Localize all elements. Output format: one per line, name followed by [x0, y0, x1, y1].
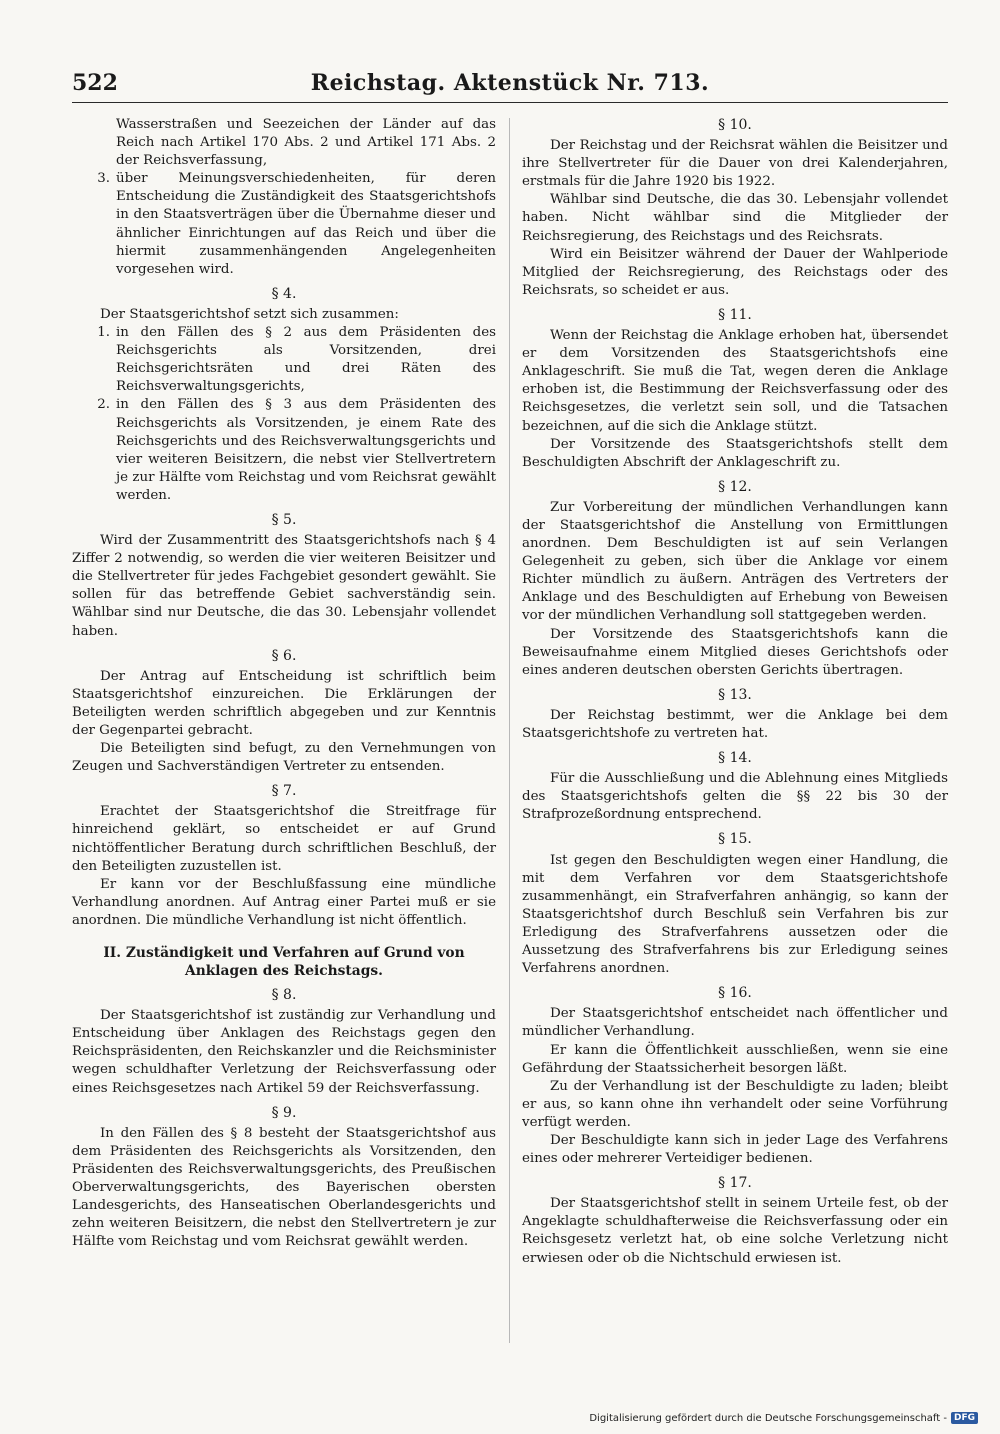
paragraph: Der Staatsgerichtshof stellt in seinem Urteile fest, ob der Angeklagte schuldhafterweise die Reichsverfassung oder ein Reichsgesetz verletzt hat, ob eine solche Verletzung nicht erwiesen oder ob die Nichtschuld erwiesen ist. [522, 1196, 948, 1266]
section-heading-10: § 10. [718, 117, 752, 133]
paragraph: Der Reichstag und der Reichsrat wählen die Beisitzer und ihre Stellvertreter für die Dauer von drei Kalenderjahren, erstmals für die Jahre 1920 bis 1922. [522, 138, 948, 190]
column-divider [509, 118, 510, 1343]
list-item [72, 170, 496, 279]
paragraph: In den Fällen des § 8 besteht der Staatsgerichtshof aus dem Präsidenten des Reichsgerichts als Vorsitzenden, den Präsidenten des Reichsverwaltungsgerichts, des Preußischen Oberverwaltungsgerichts, des Bayerischen obersten Landesgerichts, des Hanseatischen Oberlandesgerichts und zehn weiteren Beisitzern, die nebst den Stellvertretern je zur Hälfte vom Reichstag und vom Reichsrat gewählt werden. [72, 1125, 496, 1250]
list-number: 1. [97, 325, 110, 341]
section-heading-12: § 12. [718, 478, 752, 495]
paragraph: Ist gegen den Beschuldigten wegen einer Handlung, die mit dem Verfahren vor dem Staatsgerichtshofe zusammenhängt, ein Strafverfahren anhängig, so kann der Staatsgerichtshof durch Beschluß sein Verfahren bis zur Erledigung des Strafverfahrens aussetzen oder die Aussetzung des Strafverfahrens bis zur Erledigung seines Verfahrens anordnen. [522, 852, 948, 977]
section-heading-8: § 8. [271, 987, 297, 1004]
section-heading-17: § 17. [718, 1175, 752, 1192]
page-header [72, 68, 948, 103]
continuation-text: Wasserstraßen und Seezeichen der Länder auf das Reich nach Artikel 170 Abs. 2 und Artikel 171 Abs. 2 der Reichsverfassung, [116, 117, 496, 169]
paragraph: Wird der Zusammentritt des Staatsgerichtshofs nach § 4 Ziffer 2 notwendig, so werden die vier weiteren Beisitzer und die Stellvertreter für jedes Fachgebiet gesondert gewählt. Sie sollen für das betreffende Gebiet sachverständig sein. Wählbar sind nur Deutsche, die das 30. Lebensjahr vollendet haben. [72, 533, 496, 639]
paragraph: Der Staatsgerichtshof ist zuständig zur Verhandlung und Entscheidung über Anklagen des Reichstags gegen den Reichspräsidenten, den Reichskanzler und die Reichsminister wegen schuldhafter Verletzung der Reichsverfassung oder eines Reichsgesetzes nach Artikel 59 der Reichsverfassung. [72, 1008, 496, 1096]
paragraph: Wählbar sind Deutsche, die das 30. Lebensjahr vollendet haben. Nicht wählbar sind die Mitglieder der Reichsregierung, des Reichstags und des Reichsrats. [522, 192, 948, 244]
paragraph: Der Vorsitzende des Staatsgerichtshofs stellt dem Beschuldigten Abschrift der Anklageschrift zu. [522, 436, 948, 470]
page-number: 522 [72, 70, 118, 96]
dfg-logo: DFG [951, 1412, 978, 1424]
list-item-text: über Meinungsverschiedenheiten, für deren Entscheidung die Zuständigkeit des Staatsgerichtshofs in den Staatsverträgen über die Übernahme dieser und ähnlicher Einrichtungen auf das Reich und über die hiermit zusammenhängenden Angelegenheiten vorgesehen wird. [116, 171, 496, 277]
section-heading-7: § 7. [271, 783, 297, 800]
running-title: Reichstag. Aktenstück Nr. 713. [310, 70, 710, 96]
footer-text: Digitalisierung gefördert durch die Deutsche Forschungsgemeinschaft - [589, 1412, 947, 1424]
paragraph: Der Beschuldigte kann sich in jeder Lage des Verfahrens eines oder mehrerer Verteidiger bedienen. [522, 1132, 948, 1167]
section-heading-9: § 9. [271, 1104, 297, 1121]
paragraph: Zur Vorbereitung der mündlichen Verhandlungen kann der Staatsgerichtshof die Anstellung von Ermittlungen anordnen. Dem Beschuldigten ist auf sein Verlangen Gelegenheit zu geben, sich über die Anklage vor einem Richter mündlich zu äußern. Anträgen des Vertreters der Anklage und des Beschuldigten auf Erhebung von Beweisen vor der mündlichen Verhandlung soll stattgegeben werden. [522, 499, 948, 624]
right-column [522, 116, 948, 1268]
paragraph: Zu der Verhandlung ist der Beschuldigte zu laden; bleibt er aus, so kann ohne ihn verhandelt oder seine Vorführung verfügt werden. [522, 1078, 948, 1130]
section-heading-6: § 6. [271, 647, 297, 664]
paragraph: Erachtet der Staatsgerichtshof die Streitfrage für hinreichend geklärt, so entscheidet er auf Grund nichtöffentlicher Beratung durch schriftlichen Beschluß, der den Beteiligten zuzustellen ist. [72, 804, 496, 874]
section-heading-13: § 13. [718, 686, 752, 703]
paragraph: Er kann vor der Beschlußfassung eine mündliche Verhandlung anordnen. Auf Antrag einer Partei muß er sie anordnen. Die mündliche Verhandlung ist nicht öffentlich. [72, 876, 496, 928]
digitization-footer [589, 1412, 978, 1424]
section-heading-5: § 5. [271, 511, 297, 528]
paragraph: Wenn der Reichstag die Anklage erhoben hat, übersendet er dem Vorsitzenden des Staatsgerichtshofs eine Anklageschrift. Sie muß die Tat, wegen deren die Anklage erhoben ist, die Bestimmung der Reichsverfassung oder des Reichsgesetzes, die verletzt sein soll, und die Tatsachen bezeichnen, auf die sich die Anklage stützt. [522, 328, 948, 434]
paragraph: Der Reichstag bestimmt, wer die Anklage bei dem Staatsgerichtshofe zu vertreten hat. [522, 707, 948, 741]
paragraph: Wird ein Beisitzer während der Dauer der Wahlperiode Mitglied der Reichsregierung, des Reichstags oder des Reichsrats, so scheidet er aus. [522, 246, 948, 298]
section-heading-4: § 4. [271, 285, 297, 302]
section-heading-14: § 14. [718, 750, 752, 767]
list-number: 3. [97, 171, 110, 187]
paragraph: Der Antrag auf Entscheidung ist schriftlich beim Staatsgerichtshof einzureichen. Die Erklärungen der Beteiligten werden schriftlich abgegeben und zur Kenntnis der Gegenpartei gebracht. [72, 668, 496, 738]
paragraph: Der Staatsgerichtshof entscheidet nach öffentlicher und mündlicher Verhandlung. [522, 1006, 948, 1040]
section-heading-15: § 15. [718, 831, 752, 848]
section-heading-11: § 11. [718, 306, 752, 323]
left-column [72, 116, 496, 1251]
list-item-text: in den Fällen des § 3 aus dem Präsidenten des Reichsgerichts als Vorsitzenden, je einem Rate des Reichsgerichts und des Reichsverwaltungsgerichts und vier weiteren Beisitzern, die nebst vier Stellvertretern je zur Hälfte vom Reichstag und vom Reichsrat gewählt werden. [116, 397, 496, 503]
paragraph: Für die Ausschließung und die Ablehnung eines Mitglieds des Staatsgerichtshofs gelten die §§ 22 bis 30 der Strafprozeßordnung entsprechend. [522, 771, 948, 823]
paragraph: Er kann die Öffentlichkeit ausschließen, wenn sie eine Gefährdung der Staatssicherheit besorgen läßt. [522, 1042, 948, 1076]
paragraph: Die Beteiligten sind befugt, zu den Vernehmungen von Zeugen und Sachverständigen Vertreter zu entsenden. [72, 741, 496, 775]
part-heading: II. Zuständigkeit und Verfahren auf Grund von Anklagen des Reichstags. [103, 945, 465, 980]
list-number: 2. [97, 397, 110, 413]
paragraph: Der Staatsgerichtshof setzt sich zusammen: [100, 306, 399, 322]
list-item-text: in den Fällen des § 2 aus dem Präsidenten des Reichsgerichts als Vorsitzenden, drei Reichsgerichtsräten und drei Räten des Reichsverwaltungsgerichts, [116, 325, 496, 395]
list-item [72, 324, 496, 396]
list-item [72, 396, 496, 505]
paragraph: Der Vorsitzende des Staatsgerichtshofs kann die Beweisaufnahme einem Mitglied dieses Gerichtshofs oder eines anderen deutschen obersten Gerichts übertragen. [522, 626, 948, 678]
section-heading-16: § 16. [718, 985, 752, 1002]
